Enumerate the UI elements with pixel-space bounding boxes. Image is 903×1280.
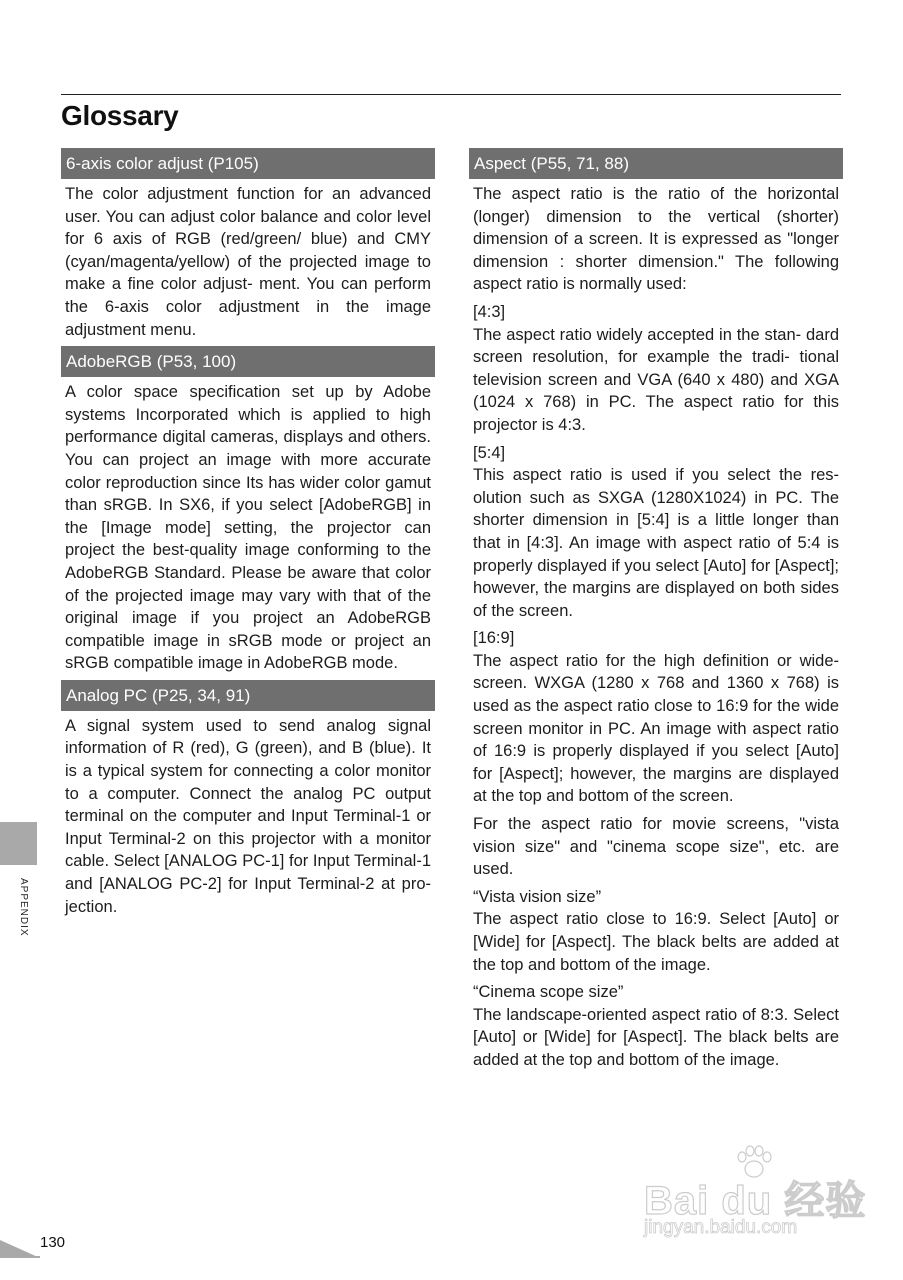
aspect-16-9 bbox=[469, 627, 843, 808]
baidu-jingyan-watermark bbox=[636, 1145, 867, 1245]
aspect-cinema-label: “Cinema scope size” bbox=[473, 983, 624, 1002]
aspect-5-4-text: This aspect ratio is used if you select the res- olution such as SXGA (1280X1024) in PC. The shorter dimension in [5:4] is a little longer than that in [4:3]. An image with aspect ratio of 5:4 is properly displayed if you select [Auto] for [Aspect]; however, the margins are displayed on both sides of the screen. bbox=[473, 466, 839, 620]
aspect-4-3-label: [4:3] bbox=[473, 302, 506, 321]
entry-header-adobergb: AdobeRGB (P53, 100) bbox=[61, 346, 435, 377]
entry-header-analog-pc: Analog PC (P25, 34, 91) bbox=[61, 680, 435, 711]
aspect-4-3-text: The aspect ratio widely accepted in the stan- dard screen resolution, for example the tradi- tional television screen and VGA (640 x 480) and XGA (1024 x 768) in PC. The aspect ratio for this projector is 4:3. bbox=[473, 325, 839, 434]
aspect-5-4-label: [5:4] bbox=[473, 443, 506, 462]
page-title: Glossary bbox=[61, 100, 179, 131]
aspect-5-4 bbox=[469, 442, 843, 623]
top-rule bbox=[61, 94, 841, 95]
aspect-cinema bbox=[469, 981, 843, 1071]
entry-body-6-axis-color-adjust: The color adjustment function for an advanced user. You can adjust color balance and color level for 6 axis of RGB (red/green/ blue) and CMY (cyan/magenta/yellow) of the projected image to make a fine color adjust- ment. You can perform the 6-axis color adjustment in the image adjustment menu. bbox=[65, 185, 431, 339]
aspect-intro: The aspect ratio is the ratio of the horizontal (longer) dimension to the vertical (shorter) dimension of a screen. It is expressed as "longer dimension : shorter dimension." The following aspect ratio is normally used: bbox=[473, 185, 839, 294]
aspect-cinema-text: The landscape-oriented aspect ratio of 8:3. Select [Auto] or [Wide] for [Aspect]. The black belts are added at the top and bottom of the image. bbox=[473, 1005, 839, 1069]
page-number-bar bbox=[0, 1256, 40, 1258]
aspect-vista-label: “Vista vision size” bbox=[473, 887, 602, 906]
page-number: 130 bbox=[40, 1234, 66, 1251]
aspect-movie-note: For the aspect ratio for movie screens, "vista vision size" and "cinema scope size", etc. are used. bbox=[473, 815, 839, 879]
watermark-url: jingyan.baidu.com bbox=[644, 1217, 798, 1238]
aspect-4-3 bbox=[469, 301, 843, 437]
entry-header-aspect: Aspect (P55, 71, 88) bbox=[469, 148, 843, 179]
appendix-tab bbox=[0, 822, 37, 865]
watermark-logo-text: Bai du 经验 bbox=[644, 1179, 867, 1223]
aspect-vista bbox=[469, 886, 843, 976]
aspect-16-9-label: [16:9] bbox=[473, 629, 515, 648]
entry-body-analog-pc: A signal system used to send analog signal information of R (red), G (green), and B (blue). It is a typical system for connecting a color monitor to a computer. Connect the analog PC output terminal on the computer and Input Terminal-1 or Input Terminal-2 on this projector with a monitor cable. Select [ANALOG PC-1] for Input Terminal-1 and [ANALOG PC-2] for Input Terminal-2 at pro- jection. bbox=[65, 716, 431, 916]
entry-header-6-axis-color-adjust: 6-axis color adjust (P105) bbox=[61, 148, 435, 179]
aspect-vista-text: The aspect ratio close to 16:9. Select [Auto] or [Wide] for [Aspect]. The black belts are added at the top and bottom of the image. bbox=[473, 910, 839, 974]
appendix-label: APPENDIX bbox=[18, 878, 29, 937]
right-column bbox=[469, 148, 843, 1077]
aspect-16-9-text: The aspect ratio for the high definition or wide-screen. WXGA (1280 x 768 and 1360 x 768) is used as the aspect ratio close to 16:9 for the wide screen monitor in PC. An image with aspect ratio of 16:9 is properly displayed if you select [Auto] for [Aspect]; however, the margins are displayed at the top and bottom of the screen. bbox=[473, 651, 839, 806]
entry-body-adobergb: A color space specification set up by Adobe systems Incorporated which is applied to high performance digital cameras, displays and others. You can project an image with more accurate color reproduction since Its has wider color gamut than sRGB. In SX6, if you select [AdobeRGB] in the [Image mode] setting, the projector can project the best-quality image conforming to the AdobeRGB Standard. Please be aware that color of the projected image may vary with that of the original image if you project an AdobeRGB compatible image in sRGB mode or project an sRGB compatible image in AdobeRGB mode. bbox=[65, 383, 431, 673]
left-column bbox=[61, 148, 435, 923]
